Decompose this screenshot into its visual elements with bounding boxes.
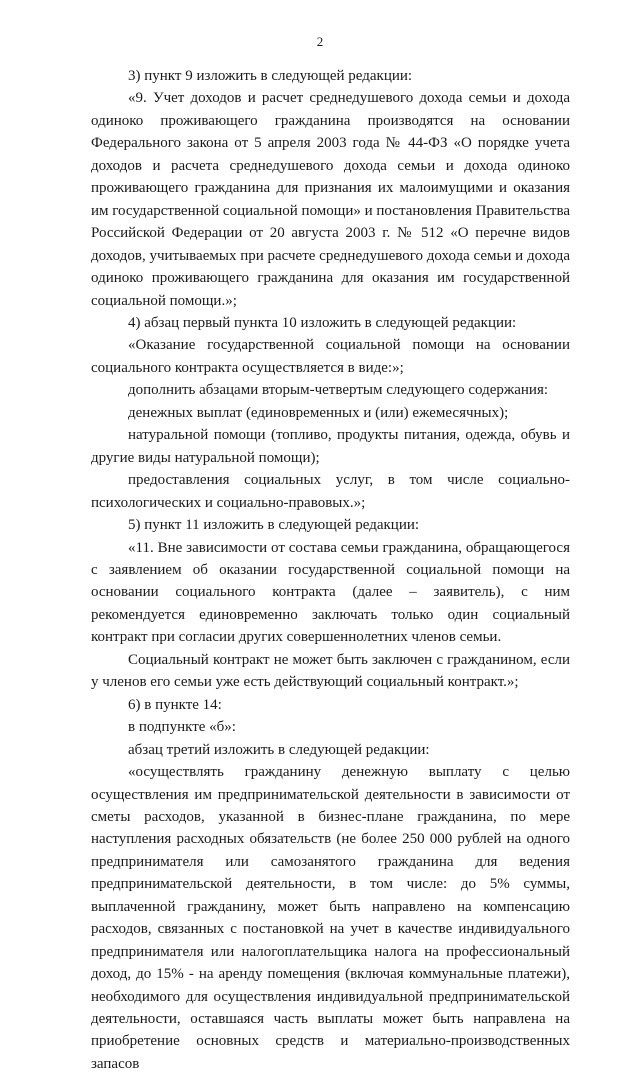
paragraph-subitem-b: в подпункте «б»: bbox=[128, 719, 236, 736]
page-number: 2 bbox=[316, 34, 324, 49]
paragraph-assistance-forms: «Оказание государственной социальной помощи на основании социального контракта осуществляется в виде:»; bbox=[91, 337, 570, 376]
paragraph-in-kind-aid: натуральной помощи (топливо, продукты питания, одежда, обувь и другие виды натуральной помощи); bbox=[91, 427, 570, 466]
paragraph-item-4: 4) абзац первый пункта 10 изложить в следующей редакции: bbox=[128, 314, 517, 331]
paragraph-contract-restriction: Социальный контракт не может быть заключен с гражданином, если у членов его семьи уже есть действующий социальный контракт.»; bbox=[91, 651, 570, 691]
paragraph-third-subpara: абзац третий изложить в следующей редакции: bbox=[128, 741, 430, 758]
paragraph-item-3: 3) пункт 9 изложить в следующей редакции: bbox=[128, 68, 413, 84]
paragraph-point-9: «9. Учет доходов и расчет среднедушевого дохода семьи и дохода одиноко проживающего гражданина производятся на основании Федерального закона от 5 апреля 2003 года № 44-ФЗ «О порядке учета доходов и расчета среднедушевого дохода семьи и дохода одиноко проживающего гражданина для признания их малоимущими и оказания им государственной социальной помощи» и постановления Правительства Российской Федерации от 20 августа 2003 г. № 512 «О перечне видов доходов, учитываемых при расчете среднедушевого дохода семьи и дохода одиноко проживающего гражданина для оказания им государственной социальной помощи.»; bbox=[91, 90, 571, 309]
document-body bbox=[91, 65, 570, 1075]
paragraph-business-payment: «осуществлять гражданину денежную выплату с целью осуществления им предпринимательской деятельности в зависимости от сметы расходов, указанной в бизнес-плане гражданина, по мере наступления расходных обязательств (не более 250 000 рублей на одного предпринимателя или самозанятого гражданина для ведения предпринимательской деятельности, в том числе: до 5% суммы, выплаченной гражданину, может быть направлено на компенсацию расходов, связанных с постановкой на учет в качестве индивидуального предпринимателя или налогоплательщика налога на профессиональный доход, до 15% - на аренду помещения (включая коммунальные платежи), необходимого для осуществления индивидуальной предпринимательской деятельности, оставшаяся часть выплаты может быть направлена на приобретение основных средств и материально-производственных запасов bbox=[91, 764, 570, 1072]
paragraph-item-6: 6) в пункте 14: bbox=[128, 696, 222, 713]
paragraph-item-5: 5) пункт 11 изложить в следующей редакции: bbox=[128, 517, 420, 534]
paragraph-cash-payments: денежных выплат (единовременных и (или) ежемесячных); bbox=[128, 404, 509, 421]
paragraph-social-services: предоставления социальных услуг, в том числе социально-психологических и социально-правовых.»; bbox=[91, 472, 570, 511]
paragraph-supplement: дополнить абзацами вторым-четвертым следующего содержания: bbox=[128, 382, 549, 399]
paragraph-point-11: «11. Вне зависимости от состава семьи гражданина, обращающегося с заявлением об оказании государственной социальной помощи на основании социального контракта (далее – заявитель), с ним рекомендуется единовременно заключать только один социальный контракт при согласии других совершеннолетних членов семьи. bbox=[91, 539, 570, 646]
